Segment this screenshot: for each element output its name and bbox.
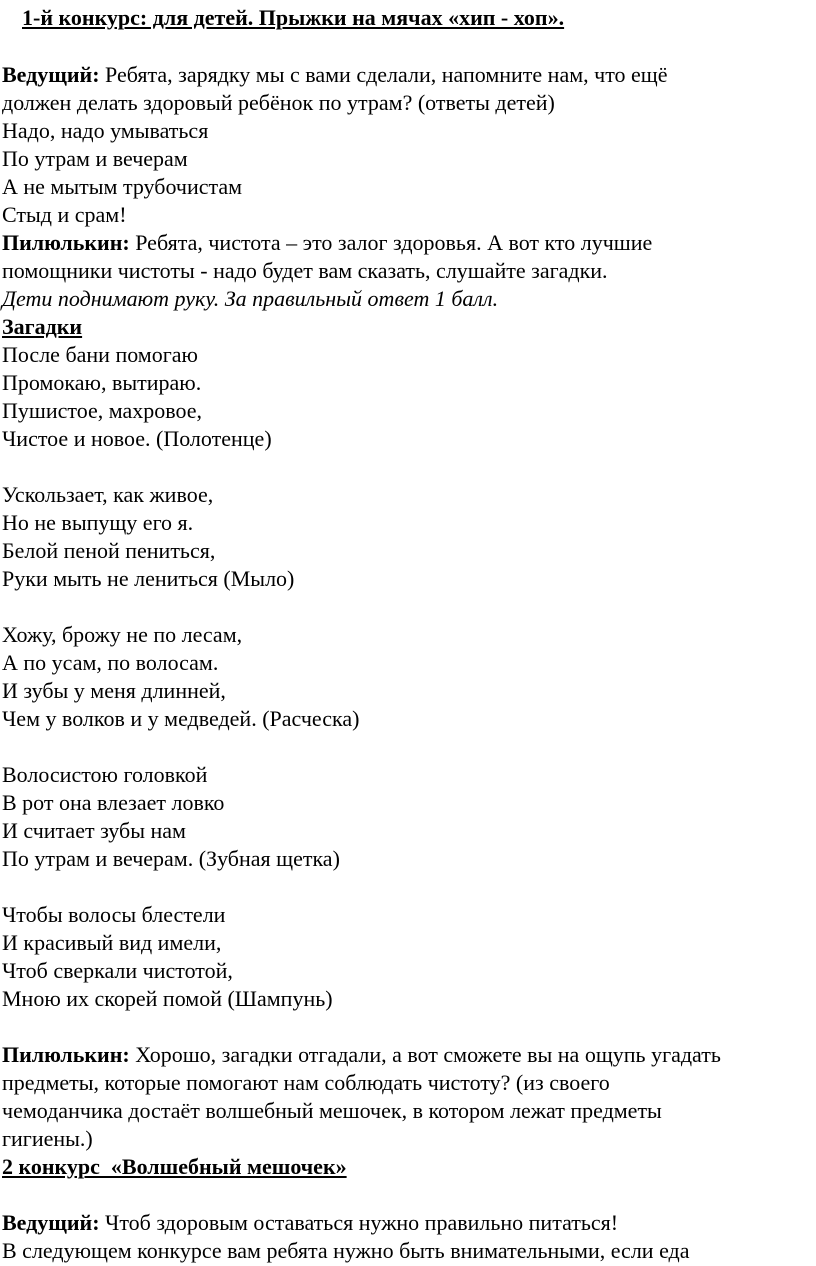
riddle-line: И зубы у меня длинней, bbox=[2, 678, 226, 703]
riddle-line: Хожу, брожу не по лесам, bbox=[2, 622, 243, 647]
riddle-line: И считает зубы нам bbox=[2, 818, 186, 843]
contest-2-title: 2 конкурс «Волшебный мешочек» bbox=[2, 1154, 347, 1179]
host-line-2: должен делать здоровый ребёнок по утрам? (ответы детей) bbox=[2, 90, 555, 115]
riddle-line: Белой пеной пениться, bbox=[2, 538, 216, 563]
poem-line: Стыд и срам! bbox=[2, 202, 127, 227]
riddle-line: По утрам и вечерам. (Зубная щетка) bbox=[2, 846, 340, 871]
pilyulkin-line-1 bbox=[2, 1041, 721, 1069]
riddles-heading: Загадки bbox=[2, 314, 83, 339]
riddle-line: Чтоб сверкали чистотой, bbox=[2, 958, 233, 983]
speaker-pilyulkin: Пилюлькин: bbox=[2, 1042, 130, 1067]
riddle-line: После бани помогаю bbox=[2, 342, 198, 367]
riddle-line: Чтобы волосы блестели bbox=[2, 902, 226, 927]
riddle-line: Чем у волков и у медведей. (Расческа) bbox=[2, 706, 360, 731]
speaker-host: Ведущий: bbox=[2, 62, 100, 87]
riddle-line: Волосистою головкой bbox=[2, 762, 208, 787]
pilyulkin-line-4: гигиены.) bbox=[2, 1126, 93, 1151]
pilyulkin-line-2: помощники чистоты - надо будет вам сказать, слушайте загадки. bbox=[2, 258, 608, 283]
host-text: Чтоб здоровым оставаться нужно правильно питаться! bbox=[99, 1210, 619, 1235]
riddle-line: Пушистое, махровое, bbox=[2, 398, 203, 423]
poem-line: А не мытым трубочистам bbox=[2, 174, 243, 199]
host-text: Ребята, зарядку мы с вами сделали, напомните нам, что ещё bbox=[99, 62, 668, 87]
poem-line: Надо, надо умываться bbox=[2, 118, 209, 143]
host-line-1 bbox=[2, 1209, 618, 1237]
host-line-1 bbox=[2, 61, 668, 89]
pilyulkin-text: Хорошо, загадки отгадали, а вот сможете вы на ощупь угадать bbox=[129, 1042, 721, 1067]
riddle-line: Чистое и новое. (Полотенце) bbox=[2, 426, 272, 451]
host-line-2: В следующем конкурсе вам ребята нужно быть внимательными, если еда bbox=[2, 1238, 690, 1263]
speaker-pilyulkin: Пилюлькин: bbox=[2, 230, 130, 255]
pilyulkin-line-3: чемоданчика достаёт волшебный мешочек, в котором лежат предметы bbox=[2, 1098, 662, 1123]
riddle-line: В рот она влезает ловко bbox=[2, 790, 225, 815]
riddle-line: Мною их скорей помой (Шампунь) bbox=[2, 986, 333, 1011]
riddle-line: Промокаю, вытираю. bbox=[2, 370, 202, 395]
riddle-line: Но не выпущу его я. bbox=[2, 510, 194, 535]
pilyulkin-text: Ребята, чистота – это залог здоровья. А вот кто лучшие bbox=[129, 230, 653, 255]
riddle-line: Руки мыть не лениться (Мыло) bbox=[2, 566, 295, 591]
pilyulkin-line-1 bbox=[2, 229, 652, 257]
stage-note: Дети поднимают руку. За правильный ответ 1 балл. bbox=[2, 286, 499, 311]
riddle-line: Ускользает, как живое, bbox=[2, 482, 214, 507]
contest-1-title: 1-й конкурс: для детей. Прыжки на мячах «хип - хоп». bbox=[22, 5, 565, 30]
riddle-line: А по усам, по волосам. bbox=[2, 650, 219, 675]
speaker-host: Ведущий: bbox=[2, 1210, 100, 1235]
poem-line: По утрам и вечерам bbox=[2, 146, 188, 171]
riddle-line: И красивый вид имели, bbox=[2, 930, 222, 955]
pilyulkin-line-2: предметы, которые помогают нам соблюдать чистоту? (из своего bbox=[2, 1070, 610, 1095]
